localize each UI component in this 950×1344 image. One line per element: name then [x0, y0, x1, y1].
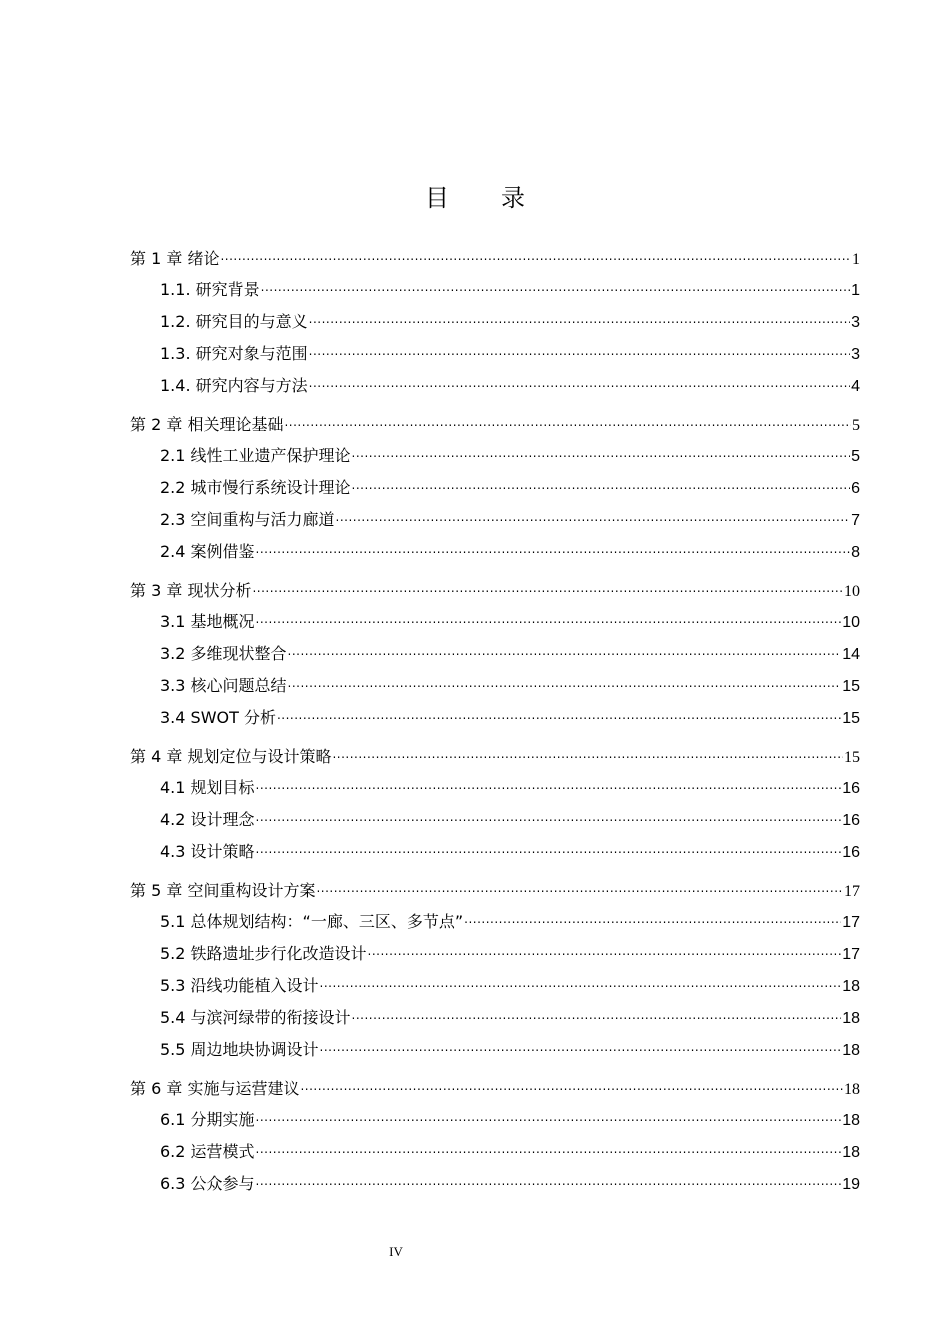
- toc-leader-dots: [277, 698, 841, 731]
- toc-page-number: 3: [851, 346, 860, 363]
- toc-entry-label: 第 1 章 绪论: [130, 249, 220, 268]
- toc-leader-dots: [252, 572, 843, 603]
- toc-entry-label: 6.3 公众参与: [160, 1174, 255, 1193]
- toc-entry-label: 3.1 基地概况: [160, 612, 255, 631]
- toc-page-number: 7: [851, 512, 860, 529]
- toc-page-number: 17: [842, 946, 860, 963]
- toc-page-number: 17: [844, 883, 860, 900]
- toc-leader-dots: [368, 934, 842, 967]
- toc-leader-dots: [352, 436, 851, 469]
- toc-chapter-group: [130, 1074, 860, 1200]
- toc-entry-label: 1.1. 研究背景: [160, 280, 260, 299]
- toc-page-number: 15: [844, 749, 860, 766]
- toc-leader-dots: [288, 634, 842, 667]
- toc-page-number: 18: [842, 1042, 860, 1059]
- toc-entry-label: 第 5 章 空间重构设计方案: [130, 881, 316, 900]
- toc-page-number: 1: [851, 282, 860, 299]
- toc-entry-label: 3.3 核心问题总结: [160, 676, 287, 695]
- toc-entry-label: 2.3 空间重构与活力廊道: [160, 510, 335, 529]
- toc-title-part: 录: [501, 184, 525, 212]
- toc-entry-label: 4.2 设计理念: [160, 810, 255, 829]
- toc-chapter-group: [130, 876, 860, 1066]
- toc-leader-dots: [256, 602, 842, 635]
- toc-entry-label: 5.1 总体规划结构：“一廊、三区、多节点”: [160, 912, 464, 931]
- toc-page-number: 3: [851, 314, 860, 331]
- toc-leader-dots: [220, 240, 851, 271]
- toc-entry-label: 5.5 周边地块协调设计: [160, 1040, 319, 1059]
- toc-leader-dots: [309, 302, 850, 335]
- toc-page-number: 16: [842, 812, 860, 829]
- toc-title: [0, 178, 950, 213]
- toc-entry-label: 4.3 设计策略: [160, 842, 255, 861]
- toc-page-number: 4: [851, 378, 860, 395]
- toc-entry-label: 第 3 章 现状分析: [130, 581, 252, 600]
- toc-entry-label: 第 2 章 相关理论基础: [130, 415, 284, 434]
- toc-leader-dots: [256, 800, 842, 833]
- toc-leader-dots: [464, 902, 841, 935]
- toc-section-entry[interactable]: [130, 836, 860, 868]
- toc-page-number: 18: [842, 1010, 860, 1027]
- toc-entry-label: 1.3. 研究对象与范围: [160, 344, 308, 363]
- toc-leader-dots: [256, 1164, 842, 1197]
- toc-leader-dots: [332, 738, 843, 769]
- page-number-footer: IV: [389, 1244, 403, 1259]
- toc-entry-label: 5.4 与滨河绿带的衔接设计: [160, 1008, 351, 1027]
- toc-page-number: 18: [844, 1081, 860, 1098]
- toc-entry-label: 2.1 线性工业遗产保护理论: [160, 446, 351, 465]
- toc-leader-dots: [336, 500, 851, 533]
- toc-leader-dots: [256, 832, 842, 865]
- toc-leader-dots: [352, 998, 842, 1031]
- toc-page-number: 19: [842, 1176, 860, 1193]
- toc-entry-label: 6.2 运营模式: [160, 1142, 255, 1161]
- toc-leader-dots: [256, 1100, 842, 1133]
- toc-leader-dots: [320, 966, 842, 999]
- toc-chapter-group: [130, 410, 860, 568]
- toc-page-number: 16: [842, 844, 860, 861]
- toc-title-part: 目: [425, 184, 449, 212]
- toc-chapter-group: [130, 576, 860, 734]
- toc-page-number: 10: [842, 614, 860, 631]
- toc-entry-label: 1.2. 研究目的与意义: [160, 312, 308, 331]
- toc-chapter-group: [130, 742, 860, 868]
- toc-section-entry[interactable]: [130, 1168, 860, 1200]
- toc-leader-dots: [256, 1132, 842, 1165]
- toc-page-number: 5: [852, 417, 860, 434]
- toc-leader-dots: [300, 1070, 843, 1101]
- toc-leader-dots: [352, 468, 851, 501]
- toc-page-number: 18: [842, 1144, 860, 1161]
- toc-entry-label: 5.3 沿线功能植入设计: [160, 976, 319, 995]
- toc-leader-dots: [256, 768, 842, 801]
- toc-entry-label: 3.4 SWOT 分析: [160, 708, 276, 727]
- toc-page-number: 6: [851, 480, 860, 497]
- toc-page-number: 5: [851, 448, 860, 465]
- toc-section-entry[interactable]: [130, 370, 860, 402]
- table-of-contents: [130, 244, 860, 1200]
- toc-page-number: 8: [851, 544, 860, 561]
- toc-leader-dots: [288, 666, 842, 699]
- toc-entry-label: 4.1 规划目标: [160, 778, 255, 797]
- toc-entry-label: 3.2 多维现状整合: [160, 644, 287, 663]
- toc-page-number: 15: [842, 678, 860, 695]
- toc-entry-label: 1.4. 研究内容与方法: [160, 376, 308, 395]
- toc-page-number: 16: [842, 780, 860, 797]
- toc-page-number: 10: [844, 583, 860, 600]
- toc-entry-label: 5.2 铁路遗址步行化改造设计: [160, 944, 367, 963]
- toc-leader-dots: [284, 406, 851, 437]
- toc-entry-label: 6.1 分期实施: [160, 1110, 255, 1129]
- toc-entry-label: 2.4 案例借鉴: [160, 542, 255, 561]
- toc-leader-dots: [320, 1030, 842, 1063]
- toc-section-entry[interactable]: [130, 1034, 860, 1066]
- toc-leader-dots: [256, 532, 851, 565]
- toc-page-number: 18: [842, 1112, 860, 1129]
- toc-leader-dots: [309, 334, 850, 367]
- toc-section-entry[interactable]: [130, 702, 860, 734]
- toc-leader-dots: [309, 366, 850, 399]
- toc-page-number: 1: [852, 251, 860, 268]
- toc-entry-label: 第 6 章 实施与运营建议: [130, 1079, 300, 1098]
- toc-leader-dots: [316, 872, 843, 903]
- toc-entry-label: 第 4 章 规划定位与设计策略: [130, 747, 332, 766]
- toc-page-number: 14: [842, 646, 860, 663]
- toc-page-number: 15: [842, 710, 860, 727]
- toc-section-entry[interactable]: [130, 536, 860, 568]
- toc-page-number: 18: [842, 978, 860, 995]
- toc-entry-label: 2.2 城市慢行系统设计理论: [160, 478, 351, 497]
- toc-leader-dots: [261, 270, 850, 303]
- toc-page-number: 17: [842, 914, 860, 931]
- toc-chapter-group: [130, 244, 860, 402]
